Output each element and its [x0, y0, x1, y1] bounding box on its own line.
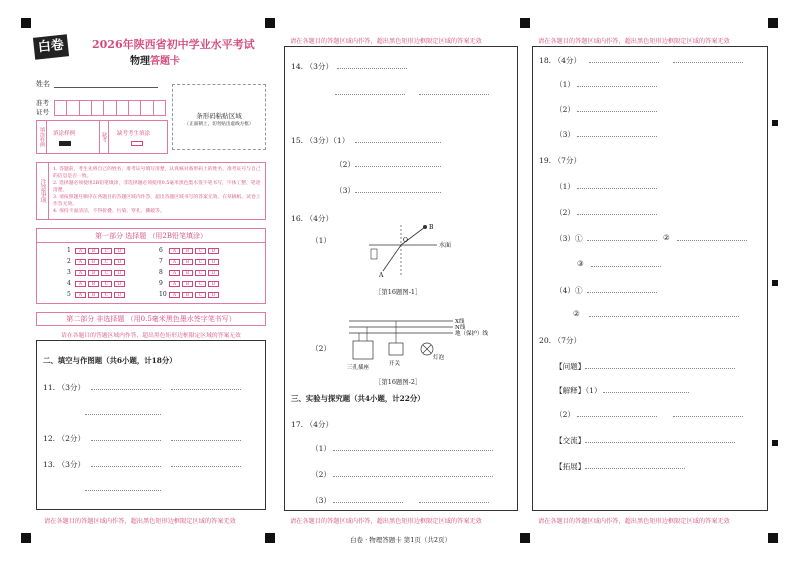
q15-answer-3[interactable]	[355, 185, 441, 193]
q16-label: 16. （4分）	[291, 214, 334, 223]
q20-solve2-label: （2）	[555, 410, 576, 419]
figure-16-2[interactable]	[345, 315, 495, 373]
page-title: 2026年陕西省初中学业水平考试	[92, 38, 255, 51]
exam-no-label	[36, 99, 49, 117]
col3-warning-top: 请在各题目的答题区域内作答，超出黑色矩形边框限定区域的答案无效	[538, 38, 730, 45]
bubble-c[interactable]: C	[195, 259, 206, 265]
fig2-lamp-label: 灯泡	[433, 355, 445, 361]
q18-answer-0b[interactable]	[673, 55, 743, 63]
footer-warning-col1: 请在各题目的答题区域内作答，超出黑色矩形边框限定区域的答案无效	[44, 518, 236, 525]
mc-row[interactable]	[67, 280, 127, 287]
mc-num: 1	[67, 247, 71, 254]
q15-label: 15. （3分）（1）	[291, 136, 350, 145]
fig2-socket-label: 三孔插座	[347, 365, 370, 371]
q20-solve-label: 【解释】（1）	[555, 386, 602, 395]
missing-mark-label: 缺考考生填涂	[117, 131, 151, 137]
bubble-c[interactable]: C	[101, 259, 112, 265]
q15-3-label: （3）	[335, 186, 356, 195]
q20-extend-label: 【拓展】	[555, 462, 586, 471]
mc-row[interactable]	[67, 269, 127, 276]
mc-num: 3	[67, 269, 71, 276]
name-label: 姓名	[36, 80, 50, 88]
mc-row[interactable]	[159, 247, 221, 254]
q19-2-label: （2）	[555, 208, 576, 217]
answer-frame-col3	[532, 46, 768, 511]
q15-answer-2[interactable]	[355, 159, 441, 167]
bubble-d[interactable]: D	[114, 248, 125, 254]
q20-solve-answer-1[interactable]	[603, 385, 689, 393]
mc-num: 6	[159, 247, 163, 254]
q19-answer-3b[interactable]	[677, 233, 747, 241]
q19-answer-4a[interactable]	[587, 285, 657, 293]
bubble-d[interactable]: D	[114, 259, 125, 265]
bubble-d[interactable]: D	[208, 270, 219, 276]
bubble-a[interactable]: A	[169, 292, 180, 298]
fig1-o-label: O	[403, 237, 408, 244]
registration-mark	[520, 533, 530, 543]
subtitle-card: 答题卡	[150, 56, 180, 67]
bubble-a[interactable]: A	[75, 281, 86, 287]
q11-answer-1[interactable]	[91, 382, 161, 390]
q18-answer-2[interactable]	[577, 104, 657, 112]
q13-answer-2[interactable]	[171, 459, 241, 467]
q17-answer-1[interactable]	[333, 443, 493, 451]
bubble-d[interactable]: D	[114, 281, 125, 287]
mc-row[interactable]	[159, 291, 221, 298]
part1-box	[36, 228, 266, 304]
registration-mark	[21, 533, 31, 543]
bubble-b[interactable]: B	[88, 270, 99, 276]
q19-label: 19. （7分）	[539, 156, 582, 165]
mc-num: 5	[67, 291, 71, 298]
bubble-b[interactable]: B	[88, 292, 99, 298]
exam-no-label-1: 准考	[36, 99, 49, 107]
notice-box	[36, 162, 266, 220]
q20-label: 20. （7分）	[539, 336, 582, 345]
fill-sample-icon	[59, 141, 71, 146]
fill-sample-box	[36, 120, 168, 154]
bubble-c[interactable]: C	[195, 270, 206, 276]
figure-16-2-caption: ［第16题图-2］	[375, 378, 422, 386]
q19-3b-label: ②	[663, 233, 670, 242]
part1-title: 第一部分 选择题 （用2B铅笔填涂）	[37, 231, 265, 243]
q13-answer-1[interactable]	[91, 459, 161, 467]
q19-answer-3c[interactable]	[591, 259, 661, 267]
exam-no-boxes[interactable]	[54, 100, 166, 116]
q19-answer-2[interactable]	[577, 207, 657, 215]
registration-mark	[768, 18, 778, 28]
fig2-e-label: 地（保护）线	[455, 331, 489, 337]
barcode-note: （正面朝上，切勿贴出虚线方框）	[184, 122, 254, 127]
mc-num: 10	[159, 291, 167, 298]
q14-answer-3[interactable]	[419, 87, 489, 95]
bubble-c[interactable]: C	[101, 292, 112, 298]
mc-row[interactable]	[159, 280, 221, 287]
q18-label: 18. （4分）	[539, 56, 582, 65]
q17-answer-3[interactable]	[333, 495, 403, 503]
exam-no-label-2: 证号	[36, 108, 49, 116]
barcode-area	[172, 84, 266, 150]
q14-answer-2[interactable]	[335, 87, 405, 95]
bubble-a[interactable]: A	[75, 292, 86, 298]
fig2-x-label: X线	[455, 319, 465, 325]
q12-label: 12. （2分）	[43, 434, 86, 443]
bubble-d[interactable]: D	[114, 292, 125, 298]
bubble-d[interactable]: D	[208, 281, 219, 287]
q20-extend-answer[interactable]	[585, 461, 685, 469]
part2-title: 第二部分 非选择题 （用0.5毫米黑色墨水签字笔书写）	[36, 312, 266, 326]
q19-answer-1[interactable]	[577, 181, 657, 189]
registration-mark	[265, 18, 275, 28]
col3-warning-bottom: 请在各题目的答题区域内作答，超出黑色矩形边框限定区域的答案无效	[538, 518, 730, 525]
q12-answer-2[interactable]	[171, 433, 241, 441]
bubble-d[interactable]: D	[208, 248, 219, 254]
answer-frame-col1	[36, 340, 266, 510]
fig2-y-label: N线	[455, 325, 466, 331]
q20-communicate-label: 【交流】	[555, 436, 586, 445]
q13-label: 13. （3分）	[43, 460, 86, 469]
column-2	[282, 30, 522, 530]
bubble-c[interactable]: C	[195, 248, 206, 254]
bubble-d[interactable]: D	[208, 259, 219, 265]
bubble-b[interactable]: B	[88, 281, 99, 287]
q19-1-label: （1）	[555, 182, 576, 191]
fill-label: 填涂样例	[53, 131, 76, 137]
side-mark	[772, 280, 778, 286]
q20-problem-label: 【问题】	[555, 362, 586, 371]
q11-answer-2[interactable]	[171, 382, 241, 390]
q18-3-label: （3）	[555, 130, 576, 139]
q17-2-label: （2）	[311, 470, 332, 479]
mc-num: 7	[159, 258, 163, 265]
missing-checkbox[interactable]	[131, 141, 143, 146]
mc-num: 4	[67, 280, 71, 287]
q15-answer-1[interactable]	[355, 135, 441, 143]
mc-row[interactable]	[67, 247, 127, 254]
bubble-a[interactable]: A	[75, 259, 86, 265]
bubble-b[interactable]: B	[182, 248, 193, 254]
q20-problem-answer[interactable]	[585, 361, 735, 369]
q17-answer-4[interactable]	[419, 495, 489, 503]
mc-row[interactable]	[67, 291, 127, 298]
q18-1-label: （1）	[555, 80, 576, 89]
q15-2-label: （2）	[335, 160, 356, 169]
column-1	[30, 30, 270, 530]
q14-label: 14. （3分）	[291, 62, 334, 71]
section3-title: 三、实验与探究题（共4小题，计22分）	[291, 394, 425, 403]
q16-1-label: （1）	[311, 236, 332, 245]
part2-warning: 请在各题目的答题区域内作答，超出黑色矩形边框限定区域的答案无效	[61, 333, 241, 339]
side-mark	[772, 440, 778, 446]
mc-row[interactable]	[159, 269, 221, 276]
missing-side: 缺考	[99, 121, 109, 153]
side-mark	[772, 120, 778, 126]
section2-title: 二、填空与作图题（共6小题，计18分）	[43, 356, 177, 365]
q11-answer-3[interactable]	[85, 407, 161, 415]
mc-row[interactable]	[159, 258, 221, 265]
q13-answer-3[interactable]	[85, 483, 161, 491]
notice-item: 4. 保持卡面清洁，不得折叠、污染、穿孔、撕破等。	[53, 209, 165, 214]
notice-text	[53, 166, 263, 215]
column-3	[528, 30, 772, 530]
bubble-b[interactable]: B	[182, 281, 193, 287]
fig2-switch-label: 开关	[389, 361, 401, 367]
paper-badge: 白卷	[33, 34, 69, 59]
q20-communicate-answer[interactable]	[585, 435, 735, 443]
bubble-c[interactable]: C	[101, 281, 112, 287]
q19-4a-label: （4）①	[555, 286, 583, 295]
registration-mark	[21, 18, 31, 28]
subtitle-subject: 物理	[130, 56, 150, 67]
bubble-b[interactable]: B	[182, 292, 193, 298]
q19-answer-3a[interactable]	[587, 233, 657, 241]
bubble-a[interactable]: A	[169, 259, 180, 265]
bubble-a[interactable]: A	[169, 281, 180, 287]
bubble-c[interactable]: C	[101, 270, 112, 276]
figure-16-1-caption: ［第16题图-1］	[375, 288, 422, 296]
mc-row[interactable]	[67, 258, 127, 265]
bubble-d[interactable]: D	[114, 270, 125, 276]
bubble-b[interactable]: B	[88, 259, 99, 265]
bubble-a[interactable]: A	[75, 270, 86, 276]
q16-2-label: （2）	[311, 344, 332, 353]
q18-answer-0[interactable]	[589, 55, 659, 63]
barcode-title: 条形码粘贴区域	[196, 112, 242, 120]
notice-item: 3. 请按照题号顺序在各题目的答题区域内作答，超出答题区域书写的答案无效，在草稿纸、试卷上作答无效。	[53, 195, 261, 207]
registration-mark	[520, 18, 530, 28]
q14-answer-1[interactable]	[337, 61, 407, 69]
q17-label: 17. （4分）	[291, 420, 334, 429]
q17-1-label: （1）	[311, 444, 332, 453]
q18-answer-1[interactable]	[577, 79, 657, 87]
fig1-b-label: B	[429, 224, 434, 231]
bubble-c[interactable]: C	[195, 281, 206, 287]
col2-warning-top: 请在各题目的答题区域内作答，超出黑色矩形边框限定区域的答案无效	[290, 38, 482, 45]
q17-3-label: （3）	[311, 496, 332, 505]
q20-solve-answer-3[interactable]	[673, 409, 743, 417]
col2-warning-bottom: 请在各题目的答题区域内作答，超出黑色矩形边框限定区域的答案无效	[290, 518, 482, 525]
notice-item: 1. 答题前，考生先将自己的姓名、准考证号填写清楚，认真核对条形码上的姓名、准考证号与自己的信息是否一致。	[53, 167, 261, 179]
bubble-c[interactable]: C	[101, 248, 112, 254]
q11-label: 11. （3分）	[43, 383, 86, 392]
mc-num: 9	[159, 280, 163, 287]
name-field[interactable]	[54, 87, 158, 88]
answer-frame-col2	[284, 46, 518, 511]
bubble-c[interactable]: C	[195, 292, 206, 298]
notice-item: 2. 选择题必须使用2B铅笔填涂，非选择题必须使用0.5毫米黑色墨水签字笔书写，字体工整、笔迹清楚。	[53, 181, 261, 193]
q18-2-label: （2）	[555, 105, 576, 114]
bubble-b[interactable]: B	[182, 259, 193, 265]
q17-answer-2[interactable]	[333, 469, 493, 477]
q19-answer-4b[interactable]	[589, 309, 739, 317]
bubble-d[interactable]: D	[208, 292, 219, 298]
bubble-a[interactable]: A	[169, 270, 180, 276]
bubble-b[interactable]: B	[182, 270, 193, 276]
q19-3c-label: ③	[577, 259, 584, 268]
fig1-a-label: A	[379, 272, 384, 279]
mc-num: 2	[67, 258, 71, 265]
q19-3a-label: （3）①	[555, 234, 583, 243]
q18-answer-3[interactable]	[577, 129, 657, 137]
fill-sample-side: 填涂样例	[37, 121, 47, 153]
q12-answer-1[interactable]	[91, 433, 161, 441]
page-subtitle	[130, 52, 180, 67]
page-footer: 白卷 · 物理答题卡 第1页（共2页）	[350, 536, 452, 544]
bubble-a[interactable]: A	[75, 248, 86, 254]
figure-16-1[interactable]	[361, 221, 471, 279]
registration-mark	[265, 533, 275, 543]
bubble-b[interactable]: B	[88, 248, 99, 254]
bubble-a[interactable]: A	[169, 248, 180, 254]
q19-4b-label: ②	[573, 309, 580, 318]
notice-label: 注意事项	[37, 163, 49, 219]
q20-solve-answer-2[interactable]	[577, 409, 657, 417]
fig1-water-label: 水面	[439, 242, 452, 249]
registration-mark	[768, 533, 778, 543]
mc-num: 8	[159, 269, 163, 276]
